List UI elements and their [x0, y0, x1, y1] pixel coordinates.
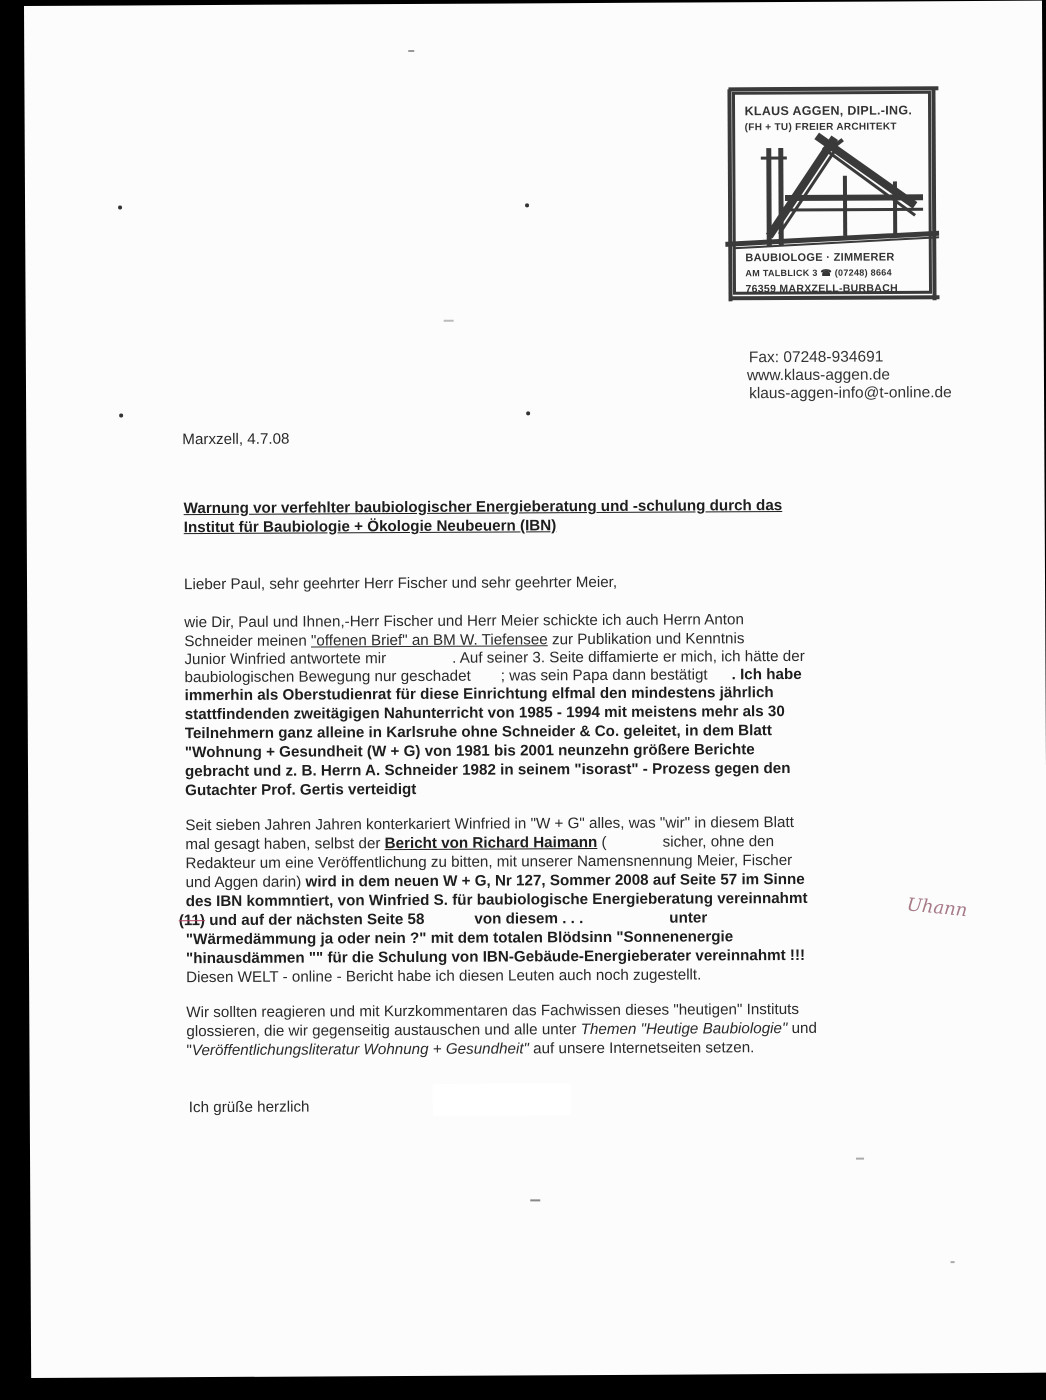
stamp-profession: BAUBIOLOGE · ZIMMERER: [745, 251, 895, 265]
para3-text: glossieren, die wir gegenseitig austauschen und alle unter: [186, 1021, 581, 1041]
salutation: Lieber Paul, sehr geehrter Herr Fischer und sehr geehrter Meier,: [183, 573, 618, 594]
para1-text: Junior Winfried antwortete mir: [184, 650, 387, 669]
para2-text: von diesem . . .: [474, 910, 584, 928]
scan-speck: [444, 320, 454, 322]
para2-line: Diesen WELT - online - Bericht habe ich diesen Leuten auch noch zugestellt.: [186, 966, 702, 987]
para3-text: auf unsere Internetseiten setzen.: [528, 1039, 755, 1058]
para2-text: unter: [669, 909, 708, 927]
closing-greeting: Ich grüße herzlich: [188, 1098, 310, 1117]
para1-text: . Auf seiner 3. Seite diffamierte er mich, ich hätte der: [452, 647, 805, 667]
struck-reference: (11): [178, 912, 206, 930]
para2-line: des IBN kommntiert, von Winfried S. für baubiologische Energieberatung vereinnahmt: [185, 889, 808, 911]
para1-line: gebracht und z. B. Herrn A. Schneider 1982 in seinem "isorast" - Prozess gegen den: [184, 759, 791, 781]
scan-speck: [951, 1261, 955, 1263]
scan-speck: [856, 1158, 864, 1160]
scan-speck: [408, 50, 414, 52]
handwritten-margin-note: Uhann: [905, 894, 969, 922]
para2-text: sicher, ohne den: [662, 833, 775, 851]
scan-dot: [118, 205, 122, 209]
para2-line: [185, 833, 774, 854]
para3-text: ": [186, 1042, 192, 1060]
subject-line-1: Warnung vor verfehlter baubiologischer Energieberatung und -schulung durch das: [183, 497, 783, 518]
letter-date: Marxzell, 4.7.08: [182, 430, 290, 449]
para2-text: und Aggen darin): [185, 873, 306, 892]
fax-number: Fax: 07248-934691: [748, 348, 884, 367]
architect-stamp: [724, 85, 939, 302]
para1-line: Gutachter Prof. Gertis verteidigt: [185, 780, 417, 800]
para3-line: Wir sollten reagieren und mit Kurzkommentaren das Fachwissen dieses "heutigen" Instituts: [186, 1000, 799, 1022]
para1-text: baubiologischen Bewegung nur geschadet: [184, 667, 471, 687]
stamp-address: AM TALBLICK 3 ☎ (07248) 8664: [745, 267, 892, 279]
subject-line-2: Institut für Baubiologie + Ökologie Neubeuern (IBN): [183, 517, 557, 537]
stamp-city: 76359 MARXZELL-BURBACH: [745, 282, 898, 296]
para1-text: zur Publikation und Kenntnis: [547, 630, 745, 649]
para2-text: und auf der nächsten Seite 58: [204, 910, 425, 930]
haimann-report-reference: Bericht von Richard Haimann: [384, 834, 598, 853]
para3-line: [186, 1039, 754, 1060]
para2-line: Redakteur um eine Veröffentlichung zu bitten, mit unserer Namensnennung Meier, Fischer: [185, 851, 793, 873]
para1-text: Schneider meinen: [184, 632, 312, 651]
para1-line: "Wohnung + Gesundheit (W + G) von 1981 bis 2001 neunzehn größere Berichte: [184, 741, 755, 762]
para3-text: und: [787, 1019, 817, 1038]
stamp-title: (FH + TU) FREIER ARCHITEKT: [744, 121, 897, 134]
para2-text: (: [597, 833, 607, 852]
para1-line: stattfindenden zweitägigen Nahunterricht von 1985 - 1994 mit meistens mehr als 30: [184, 703, 785, 724]
literature-reference: Veröffentlichungsliteratur Wohnung + Gesundheit": [191, 1040, 529, 1060]
website: www.klaus-aggen.de: [746, 366, 891, 385]
para2-line: "hinausdämmen "" für die Schulung von IBN-Gebäude-Energieberater vereinnahmt !!!: [185, 946, 806, 968]
open-letter-reference: "offenen Brief" an BM W. Tiefensee: [310, 631, 548, 650]
scan-dot: [525, 203, 529, 207]
para2-line: [179, 909, 708, 930]
para2-text: mal gesagt haben, selbst der: [185, 835, 385, 854]
scan-speck: [530, 1199, 540, 1201]
stamp-name: KLAUS AGGEN, DIPL.-ING.: [744, 103, 913, 119]
para2-text: wird in dem neuen W + G, Nr 127, Sommer 2008 auf Seite 57 im Sinne: [305, 870, 805, 891]
para1-line: wie Dir, Paul und Ihnen,-Herr Fischer und Herr Meier schickte ich auch Herrn Anton: [184, 611, 744, 632]
letter-page: [24, 1, 1046, 1378]
scan-dot: [526, 411, 530, 415]
para1-text: ; was sein Papa dann bestätigt: [500, 666, 708, 685]
scan-dot: [119, 413, 123, 417]
signature-redaction: [433, 1083, 571, 1116]
para1-text: . Ich habe: [731, 665, 802, 684]
para2-line: "Wärmedämmung ja oder nein ?" mit dem totalen Blödsinn "Sonnenenergie: [185, 928, 734, 949]
email-address: klaus-aggen-info@t-online.de: [748, 384, 952, 403]
para2-line: Seit sieben Jahren Jahren konterkariert Winfried in "W + G" alles, was "wir" in diesem Blatt: [185, 813, 794, 835]
para1-line: immerhin als Oberstudienrat für diese Einrichtung elfmal den mindestens jährlich: [184, 684, 774, 705]
topic-reference: Themen "Heutige Baubiologie": [580, 1020, 788, 1039]
para2-line: [186, 871, 805, 892]
para3-line: [186, 1020, 817, 1041]
para1-line: Teilnehmern ganz alleine in Karlsruhe ohne Schneider & Co. geleitet, in dem Blatt: [184, 722, 772, 743]
